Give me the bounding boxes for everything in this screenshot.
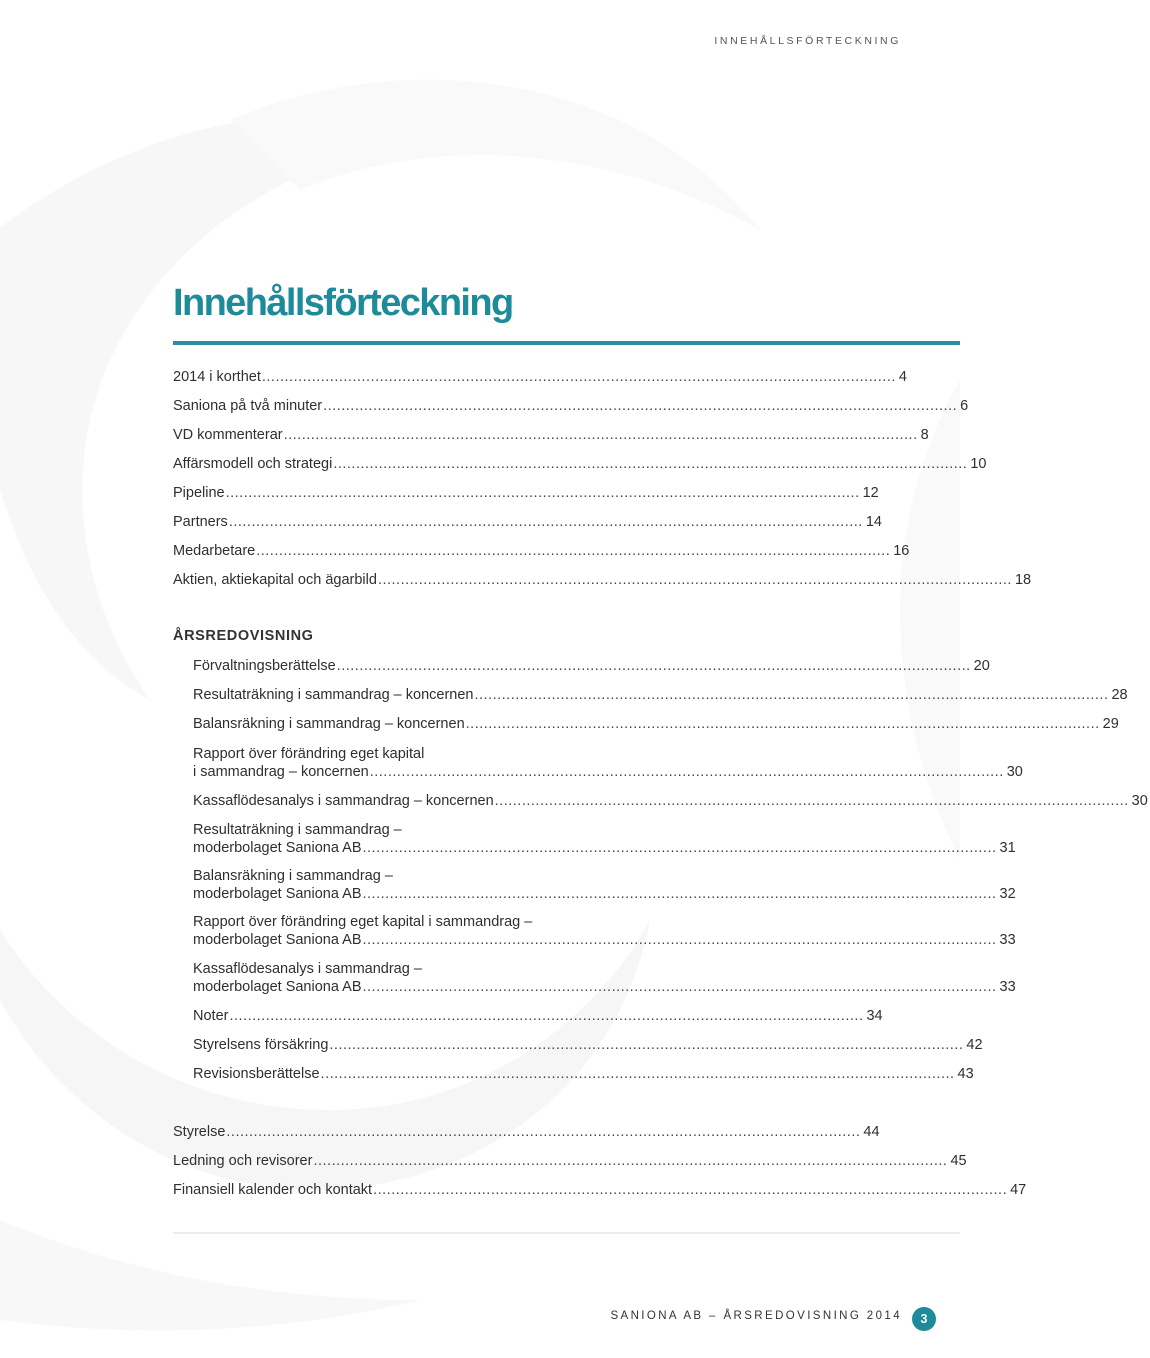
toc-entry-label: Affärsmodell och strategi — [173, 456, 333, 472]
toc-entry-label-first-line: Rapport över förändring eget kapital — [193, 746, 425, 762]
toc-entry-label: 2014 i korthet — [173, 369, 261, 385]
toc-entry-page: 18 — [1014, 572, 1032, 588]
toc-entry-label: moderbolaget Saniona AB — [193, 979, 362, 995]
dot-leader: ............................................................................................................................................ — [323, 398, 958, 414]
title-rule — [173, 341, 960, 345]
toc-entry[interactable] — [193, 1036, 983, 1054]
toc-entry-label: Partners — [173, 514, 228, 530]
toc-entry-page: 30 — [1006, 764, 1023, 780]
toc-entry-label: VD kommenterar — [173, 427, 283, 443]
toc-entry[interactable] — [173, 1152, 967, 1170]
toc-entry-page: 42 — [966, 1037, 983, 1053]
toc-entry-page: 16 — [893, 543, 910, 559]
dot-leader: ............................................................................................................................................ — [261, 369, 896, 385]
toc-entry-label: Kassaflödesanalys i sammandrag – koncernen — [193, 793, 494, 809]
toc-entry-label-first-line: Resultaträkning i sammandrag – — [193, 822, 402, 838]
footer-text: SANIONA AB – ÅRSREDOVISNING 2014 — [610, 1310, 902, 1322]
dot-leader: ............................................................................................................................................ — [320, 1066, 955, 1082]
toc-entry-page: 12 — [862, 485, 879, 501]
dot-leader: ............................................................................................................................................ — [362, 979, 997, 995]
toc-entry[interactable] — [173, 455, 987, 473]
toc-entry-page: 4 — [898, 369, 907, 385]
toc-entry-page: 30 — [1131, 793, 1148, 809]
toc-entry[interactable] — [193, 821, 1016, 857]
toc-entry-label-first-line: Rapport över förändring eget kapital i sammandrag – — [193, 914, 533, 930]
toc-entry[interactable] — [193, 657, 990, 675]
toc-entry-label: Finansiell kalender och kontakt — [173, 1182, 373, 1198]
toc-entry-label-first-line: Kassaflödesanalys i sammandrag – — [193, 961, 422, 977]
page-number-badge: 3 — [912, 1307, 936, 1331]
toc-entry[interactable] — [193, 715, 1119, 733]
toc-entry-page: 20 — [973, 658, 990, 674]
dot-leader: ............................................................................................................................................ — [377, 572, 1012, 588]
dot-leader: ............................................................................................................................................ — [226, 1124, 861, 1140]
dot-leader: ............................................................................................................................................ — [362, 886, 997, 902]
toc-entry[interactable] — [173, 368, 907, 386]
toc-entry-page: 33 — [999, 932, 1016, 948]
toc-entry-page: 32 — [999, 886, 1016, 902]
toc-entry-label: Noter — [193, 1008, 229, 1024]
dot-leader: ............................................................................................................................................ — [333, 456, 968, 472]
toc-entry-label: Ledning och revisorer — [173, 1153, 313, 1169]
toc-entry-label: Revisionsberättelse — [193, 1066, 320, 1082]
toc-entry-page: 43 — [957, 1066, 974, 1082]
toc-entry-page: 47 — [1010, 1182, 1027, 1198]
dot-leader: ............................................................................................................................................ — [362, 932, 997, 948]
dot-leader: ............................................................................................................................................ — [362, 840, 997, 856]
dot-leader: ............................................................................................................................................ — [373, 1182, 1008, 1198]
dot-leader: ............................................................................................................................................ — [329, 1037, 964, 1053]
toc-entry-label: i sammandrag – koncernen — [193, 764, 369, 780]
toc-entry-page: 28 — [1111, 687, 1128, 703]
toc-entry-label: moderbolaget Saniona AB — [193, 932, 362, 948]
toc-entry-page: 34 — [866, 1008, 883, 1024]
toc-entry-label: Styrelse — [173, 1124, 226, 1140]
toc-entry-page: 44 — [863, 1124, 880, 1140]
dot-leader: ............................................................................................................................................ — [369, 764, 1004, 780]
dot-leader: ............................................................................................................................................ — [474, 687, 1109, 703]
dot-leader: ............................................................................................................................................ — [228, 514, 863, 530]
toc-entry-label: moderbolaget Saniona AB — [193, 886, 362, 902]
toc-entry[interactable] — [193, 686, 1128, 704]
dot-leader: ............................................................................................................................................ — [465, 716, 1100, 732]
toc-entry[interactable] — [193, 745, 1023, 781]
toc-entry-label: Resultaträkning i sammandrag – koncernen — [193, 687, 474, 703]
toc-entry[interactable] — [193, 1065, 974, 1083]
toc-entry-page: 8 — [920, 427, 929, 443]
toc-entry[interactable] — [173, 1123, 880, 1141]
toc-entry-label: Förvaltningsberättelse — [193, 658, 336, 674]
toc-entry-label-first-line: Balansräkning i sammandrag – — [193, 868, 393, 884]
toc-entry[interactable] — [173, 542, 910, 560]
toc-entry-label: Aktien, aktiekapital och ägarbild — [173, 572, 377, 588]
toc-entry-label: Styrelsens försäkring — [193, 1037, 329, 1053]
toc-entry[interactable] — [173, 426, 929, 444]
section-heading: ÅRSREDOVISNING — [173, 628, 314, 644]
toc-entry-label: Pipeline — [173, 485, 225, 501]
dot-leader: ............................................................................................................................................ — [229, 1008, 864, 1024]
dot-leader: ............................................................................................................................................ — [336, 658, 971, 674]
running-header: INNEHÅLLSFÖRTECKNING — [714, 35, 901, 47]
toc-entry-page: 45 — [950, 1153, 967, 1169]
toc-entry-page: 33 — [999, 979, 1016, 995]
page-title: Innehållsförteckning — [173, 282, 513, 324]
toc-entry[interactable] — [193, 960, 1016, 996]
toc-entry-page: 10 — [970, 456, 987, 472]
toc-entry[interactable] — [173, 397, 969, 415]
toc-entry[interactable] — [193, 867, 1016, 903]
toc-entry-page: 29 — [1102, 716, 1119, 732]
toc-entry[interactable] — [193, 792, 1148, 810]
toc-entry-label: moderbolaget Saniona AB — [193, 840, 362, 856]
dot-leader: ............................................................................................................................................ — [313, 1153, 948, 1169]
toc-entry[interactable] — [173, 484, 879, 502]
toc-entry[interactable] — [173, 571, 1032, 589]
toc-entry-label: Medarbetare — [173, 543, 256, 559]
toc-entry-page: 14 — [865, 514, 882, 530]
dot-leader: ............................................................................................................................................ — [225, 485, 860, 501]
toc-entry-page: 6 — [960, 398, 969, 414]
toc-entry-label: Saniona på två minuter — [173, 398, 323, 414]
dot-leader: ............................................................................................................................................ — [494, 793, 1129, 809]
toc-entry-page: 31 — [999, 840, 1016, 856]
toc-entry[interactable] — [173, 1181, 1027, 1199]
dot-leader: ............................................................................................................................................ — [256, 543, 891, 559]
toc-entry[interactable] — [173, 513, 882, 531]
toc-entry-label: Balansräkning i sammandrag – koncernen — [193, 716, 465, 732]
toc-entry[interactable] — [193, 913, 1016, 949]
dot-leader: ............................................................................................................................................ — [283, 427, 918, 443]
footer-rule — [173, 1232, 960, 1234]
toc-entry[interactable] — [193, 1007, 883, 1025]
